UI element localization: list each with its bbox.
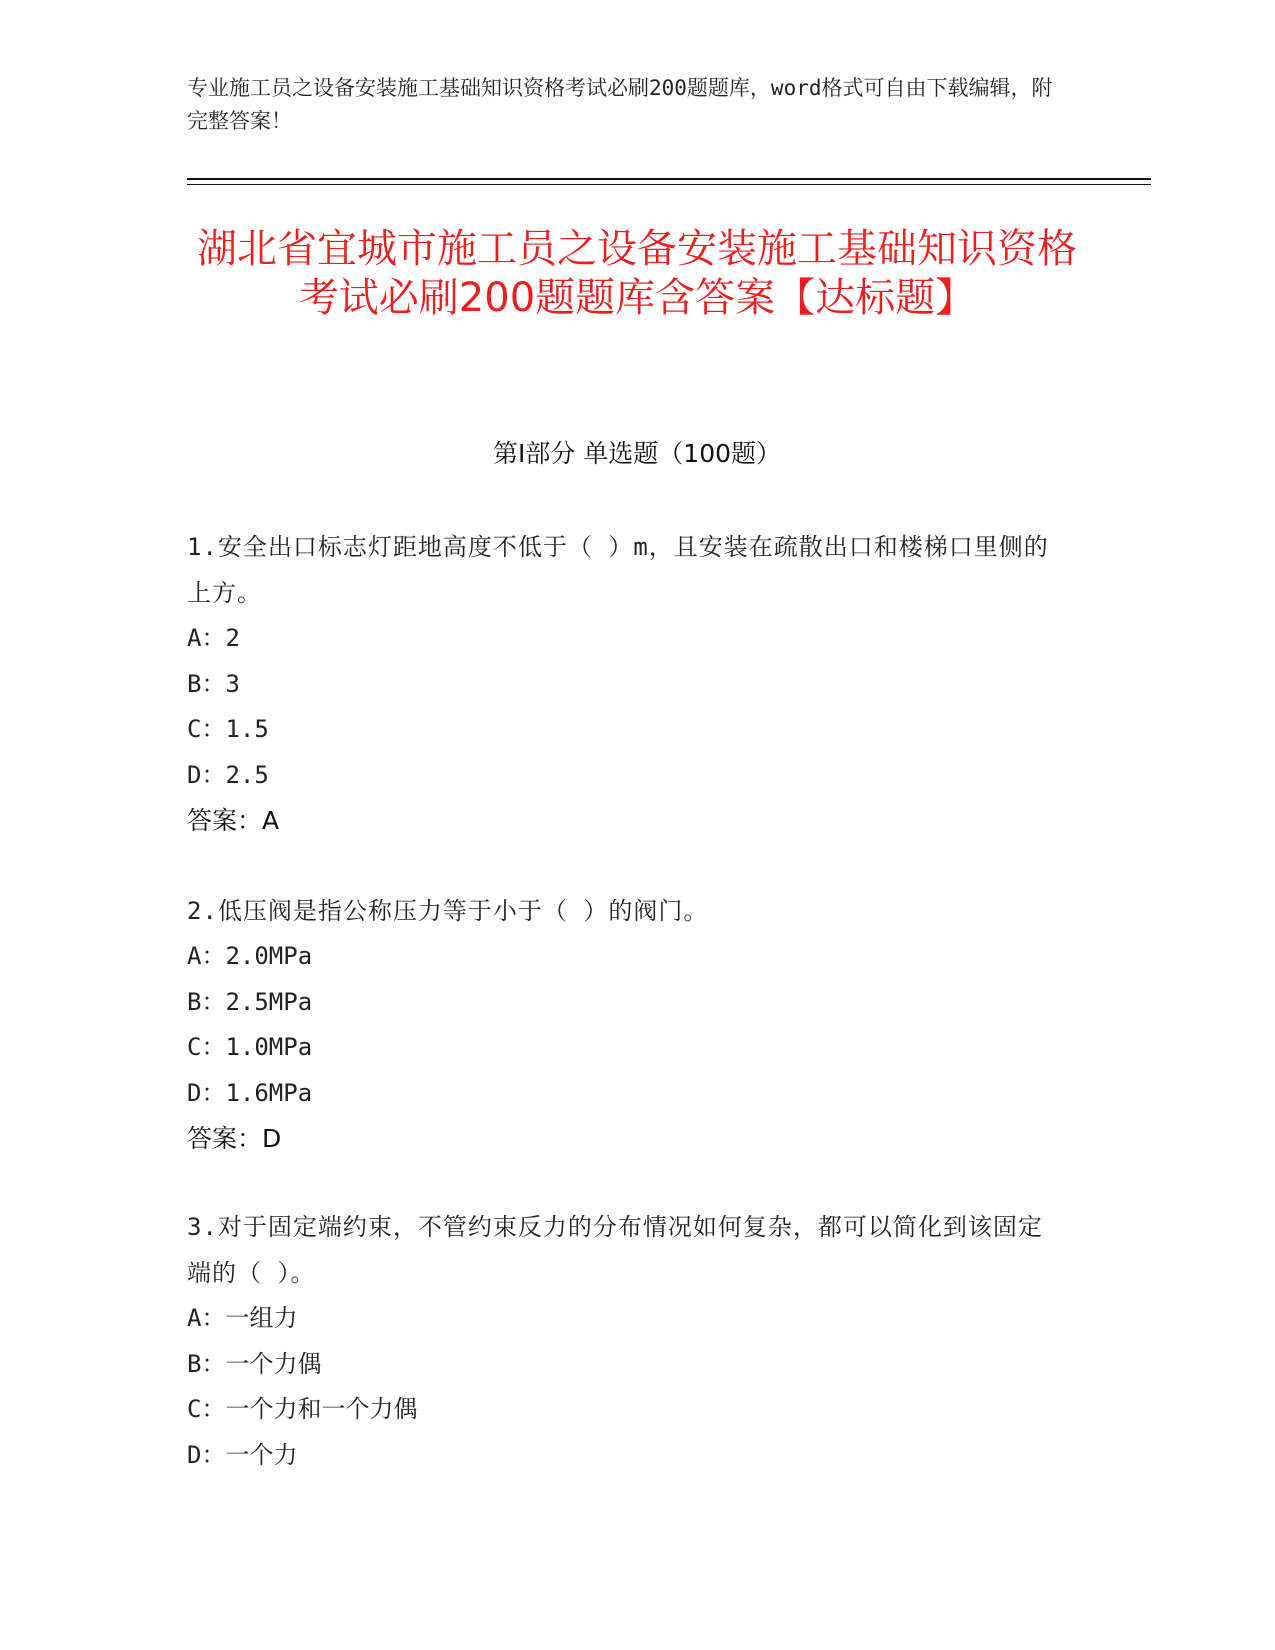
question-2 <box>187 888 1067 1161</box>
document-title: 湖北省宜城市施工员之设备安装施工基础知识资格考试必刷200题题库含答案【达标题】 <box>197 226 1077 321</box>
question-stem: 3.对于固定端约束，不管约束反力的分布情况如何复杂，都可以简化到该固定端的（ ）。 <box>187 1213 1043 1287</box>
option-b: B：3 <box>187 669 240 698</box>
option-c: C：1.0MPa <box>187 1033 313 1061</box>
option-a: A：2 <box>187 624 240 652</box>
option-c: C：1.5 <box>187 715 269 743</box>
question-stem: 2.低压阀是指公称压力等于小于（ ）的阀门。 <box>187 897 709 925</box>
answer-line: 答案：D <box>187 1124 282 1153</box>
header-note: 专业施工员之设备安装施工基础知识资格考试必刷200题题库，word格式可自由下载编辑，附完整答案！ <box>187 76 1053 133</box>
option-d: D：1.6MPa <box>187 1078 313 1107</box>
option-d: D：一个力 <box>187 1440 298 1469</box>
option-b: B：2.5MPa <box>187 987 313 1016</box>
question-stem: 1.安全出口标志灯距地高度不低于（ ）m，且安装在疏散出口和楼梯口里侧的上方。 <box>187 533 1049 607</box>
option-d: D：2.5 <box>187 760 269 789</box>
option-b: B：一个力偶 <box>187 1349 322 1378</box>
header-divider-thin <box>187 184 1151 185</box>
question-3 <box>187 1204 1067 1478</box>
answer-line: 答案：A <box>187 806 280 835</box>
question-1 <box>187 524 1067 843</box>
option-a: A：2.0MPa <box>187 942 313 970</box>
option-c: C：一个力和一个力偶 <box>187 1395 418 1423</box>
header-divider-thick <box>187 178 1151 180</box>
section-heading: 第I部分 单选题（100题） <box>492 439 782 468</box>
option-a: A：一组力 <box>187 1304 298 1332</box>
